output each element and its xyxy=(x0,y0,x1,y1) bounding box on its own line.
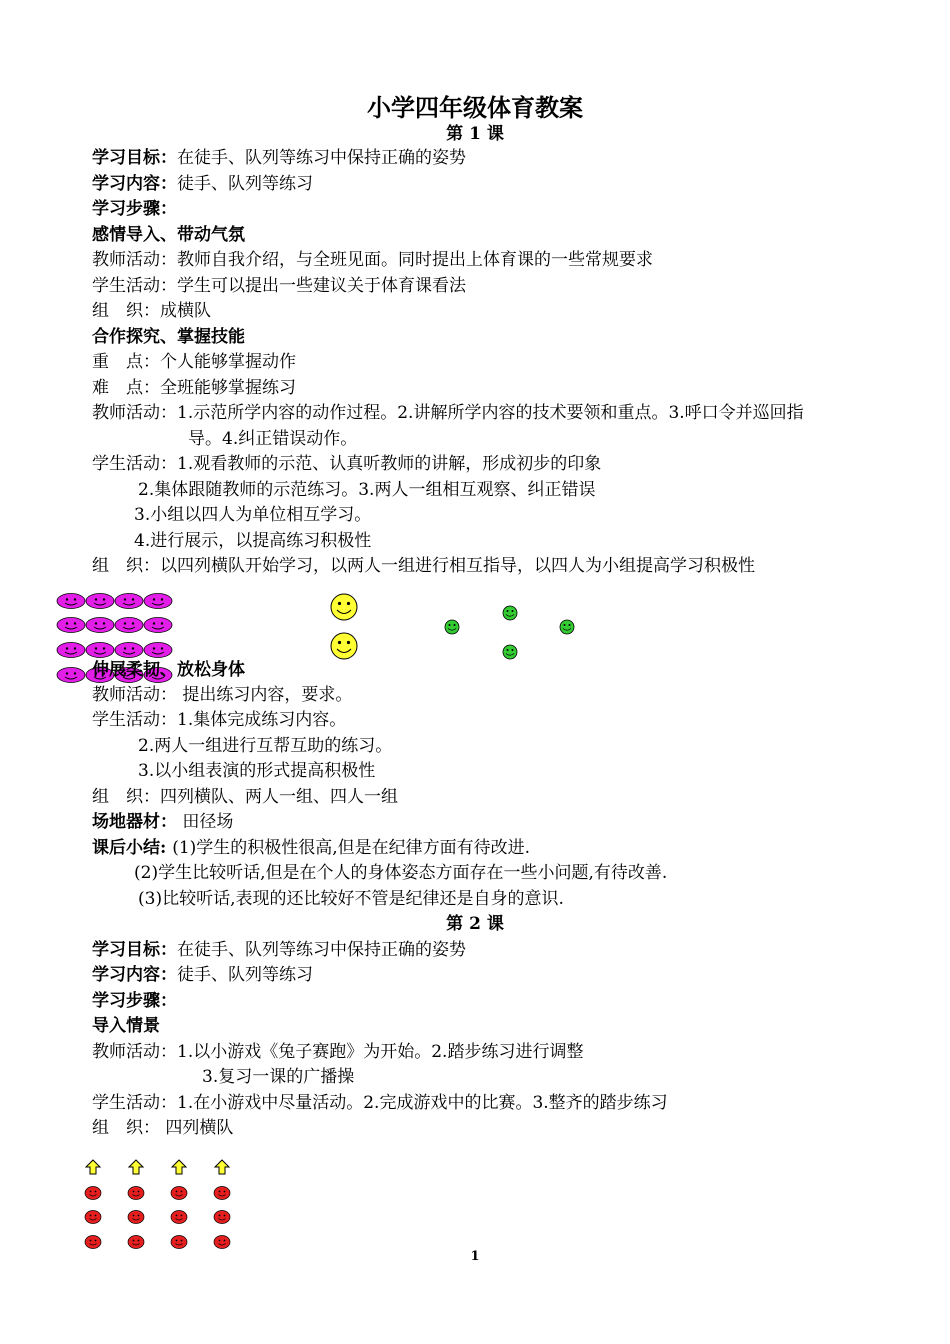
green-group-faces xyxy=(445,606,574,659)
yellow-pair-faces xyxy=(331,594,357,659)
lesson-1-step-1-title: 感情导入、带动气氛 xyxy=(92,225,245,245)
lesson-1-summary-line-2: (2)学生比较听话,但是在个人的身体姿态方面存在一些小问题,有待改善. xyxy=(134,863,668,883)
lesson-2-step-1-teacher-line-2: 3.复习一课的广播操 xyxy=(202,1067,355,1087)
equipment-text: 田径场 xyxy=(177,812,234,832)
goal-label: 学习目标： xyxy=(92,940,177,960)
lesson-1-step-3-student-line-1: 学生活动：1.集体完成练习内容。 xyxy=(92,710,347,730)
lesson-1-summary-line-3: (3)比较听话,表现的还比较好不管是纪律还是自身的意识. xyxy=(138,889,564,909)
summary-line-1: (1)学生的积极性很高,但是在纪律方面有待改进. xyxy=(172,838,531,858)
lesson-1-step-2-student-line-1: 学生活动：1.观看教师的示范、认真听教师的讲解，形成初步的印象 xyxy=(92,454,602,474)
lesson-1-step-2-student-line-3: 3.小组以四人为单位相互学习。 xyxy=(134,505,372,525)
lesson-2-step-1-org: 组 织： 四列横队 xyxy=(92,1118,234,1138)
goal-text: 在徒手、队列等练习中保持正确的姿势 xyxy=(177,148,466,168)
lesson-1-step-3-student-line-3: 3.以小组表演的形式提高积极性 xyxy=(138,761,376,781)
content-text: 徒手、队列等练习 xyxy=(177,965,313,985)
lesson-1-step-2-teacher-line-1: 教师活动：1.示范所学内容的动作过程。2.讲解所学内容的技术要领和重点。3.呼口令并巡回指 xyxy=(92,403,804,423)
lesson-1-content xyxy=(92,172,313,197)
lesson-1-step-1-org: 组 织：成横队 xyxy=(92,301,211,321)
lesson-1-step-2-key: 重 点：个人能够掌握动作 xyxy=(92,352,296,372)
lesson-1-step-1-student: 学生活动：学生可以提出一些建议关于体育课看法 xyxy=(92,276,466,296)
lesson-1-step-2-org: 组 织：以四列横队开始学习，以两人一组进行相互指导，以四人为小组提高学习积极性 xyxy=(92,556,755,576)
lesson-2-step-1-student: 学生活动：1.在小游戏中尽量活动。2.完成游戏中的比赛。3.整齐的踏步练习 xyxy=(92,1093,668,1113)
lesson-1-step-2-difficulty: 难 点：全班能够掌握练习 xyxy=(92,378,296,398)
content-label: 学习内容： xyxy=(92,174,177,194)
formation-diagram-lesson-2 xyxy=(0,1155,300,1255)
lesson-1-step-2-teacher-line-2: 导。4.纠正错误动作。 xyxy=(188,429,358,449)
equipment-label: 场地器材： xyxy=(92,812,177,832)
lesson-1-equipment xyxy=(92,810,233,835)
lesson-1-steps-label: 学习步骤： xyxy=(92,199,177,219)
summary-label: 课后小结: xyxy=(92,838,173,858)
lesson-1-step-3-title: 伸展柔韧、放松身体 xyxy=(92,660,245,680)
lesson-1-step-3-org: 组 织：四列横队、两人一组、四人一组 xyxy=(92,787,398,807)
lesson-1-summary xyxy=(92,836,530,861)
content-text: 徒手、队列等练习 xyxy=(177,174,313,194)
page-number: 1 xyxy=(470,1249,480,1264)
content-label: 学习内容： xyxy=(92,965,177,985)
lesson-2-goal xyxy=(92,938,466,963)
lesson-1-step-3-student-line-2: 2.两人一组进行互帮互助的练习。 xyxy=(138,736,393,756)
lesson-2-steps-label: 学习步骤： xyxy=(92,991,177,1011)
goal-text: 在徒手、队列等练习中保持正确的姿势 xyxy=(177,940,466,960)
document-title: 小学四年级体育教案 xyxy=(367,93,583,122)
lesson-1-step-2-student-line-2: 2.集体跟随教师的示范练习。3.两人一组相互观察、纠正错误 xyxy=(138,480,596,500)
lesson-1-step-2-title: 合作探究、掌握技能 xyxy=(92,327,245,347)
lesson-1-goal xyxy=(92,146,466,171)
lesson-2-step-1-title: 导入情景 xyxy=(92,1016,160,1036)
lesson-1-step-3-teacher: 教师活动： 提出练习内容，要求。 xyxy=(92,685,353,705)
goal-label: 学习目标： xyxy=(92,148,177,168)
lesson-2-heading: 第 2 课 xyxy=(446,914,504,934)
lesson-1-step-2-student-line-4: 4.进行展示，以提高练习积极性 xyxy=(134,531,372,551)
red-student-faces xyxy=(85,1187,230,1249)
lesson-2-step-1-teacher-line-1: 教师活动：1.以小游戏《兔子赛跑》为开始。2.踏步练习进行调整 xyxy=(92,1042,584,1062)
lesson-1-heading: 第 1 课 xyxy=(446,124,504,144)
lesson-1-step-1-teacher: 教师活动：教师自我介绍，与全班见面。同时提出上体育课的一些常规要求 xyxy=(92,250,653,270)
arrow-up-icons xyxy=(86,1160,229,1174)
lesson-2-content xyxy=(92,963,313,988)
